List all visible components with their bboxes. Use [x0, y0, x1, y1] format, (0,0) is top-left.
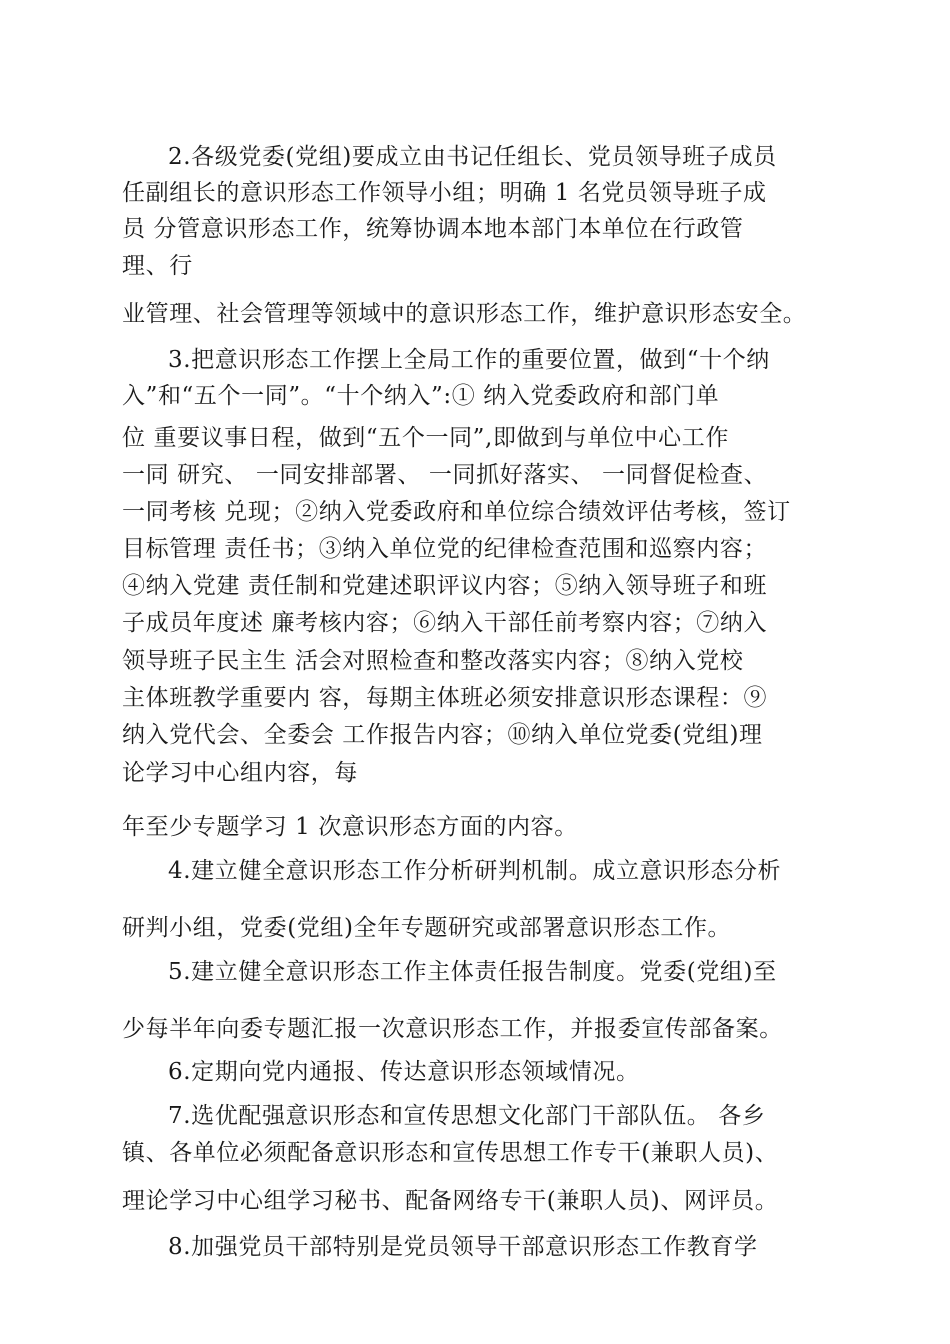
paragraph-4-line-2: 研判小组，党委(党组)全年专题研究或部署意识形态工作。	[122, 915, 732, 941]
paragraph-3-line-10: 主体班教学重要内 容，每期主体班必须安排意识形态课程：⑨	[122, 685, 768, 711]
paragraph-3-line-9: 领导班子民主生 活会对照检查和整改落实内容；⑧纳入党校	[122, 648, 744, 674]
paragraph-2-line-4: 理、行	[122, 253, 193, 279]
paragraph-2-line-1: 2.各级党委(党组)要成立由书记任组长、党员领导班子成员	[168, 144, 777, 170]
paragraph-2-line-5: 业管理、社会管理等领域中的意识形态工作，维护意识形态安全。	[122, 301, 807, 327]
paragraph-6-line-1: 6.定期向党内通报、传达意识形态领域情况。	[168, 1059, 640, 1085]
paragraph-3-line-4: 一同 研究、 一同安排部署、 一同抓好落实、 一同督促检查、	[122, 462, 768, 488]
paragraph-3-line-11: 纳入党代会、全委会 工作报告内容；⑩纳入单位党委(党组)理	[122, 722, 763, 748]
paragraph-7-line-1: 7.选优配强意识形态和宣传思想文化部门干部队伍。 各乡	[168, 1103, 766, 1129]
paragraph-3-line-8: 子成员年度述 廉考核内容；⑥纳入干部任前考察内容；⑦纳入	[122, 610, 768, 636]
paragraph-2-line-3: 员 分管意识形态工作，统筹协调本地本部门本单位在行政管	[122, 216, 744, 242]
paragraph-3-line-13: 年至少专题学习 1 次意识形态方面的内容。	[122, 814, 578, 840]
paragraph-2-line-2: 任副组长的意识形态工作领导小组；明确 1 名党员领导班子成	[122, 180, 767, 206]
paragraph-3-line-3: 位 重要议事日程，做到“五个一同”,即做到与单位中心工作	[122, 425, 729, 451]
paragraph-7-line-3: 理论学习中心组学习秘书、配备网络专干(兼职人员)、网评员。	[122, 1188, 779, 1214]
paragraph-4-line-1: 4.建立健全意识形态工作分析研判机制。成立意识形态分析	[168, 858, 782, 884]
paragraph-3-line-7: ④纳入党建 责任制和党建述职评议内容；⑤纳入领导班子和班	[122, 573, 768, 599]
paragraph-8-line-1: 8.加强党员干部特别是党员领导干部意识形态工作教育学	[168, 1234, 758, 1260]
paragraph-3-line-1: 3.把意识形态工作摆上全局工作的重要位置，做到“十个纳	[168, 347, 770, 373]
paragraph-3-line-12: 论学习中心组内容，每	[122, 760, 358, 786]
paragraph-3-line-5: 一同考核 兑现；②纳入党委政府和单位综合绩效评估考核，签订	[122, 499, 791, 525]
paragraph-5-line-2: 少每半年向委专题汇报一次意识形态工作，并报委宣传部备案。	[122, 1016, 783, 1042]
paragraph-7-line-2: 镇、各单位必须配备意识形态和宣传思想工作专干(兼职人员)、	[122, 1140, 779, 1166]
paragraph-3-line-6: 目标管理 责任书；③纳入单位党的纪律检查范围和巡察内容；	[122, 536, 768, 562]
paragraph-5-line-1: 5.建立健全意识形态工作主体责任报告制度。党委(党组)至	[168, 959, 777, 985]
paragraph-3-line-2: 入”和“五个一同”。“十个纳入”:① 纳入党委政府和部门单	[122, 383, 720, 409]
